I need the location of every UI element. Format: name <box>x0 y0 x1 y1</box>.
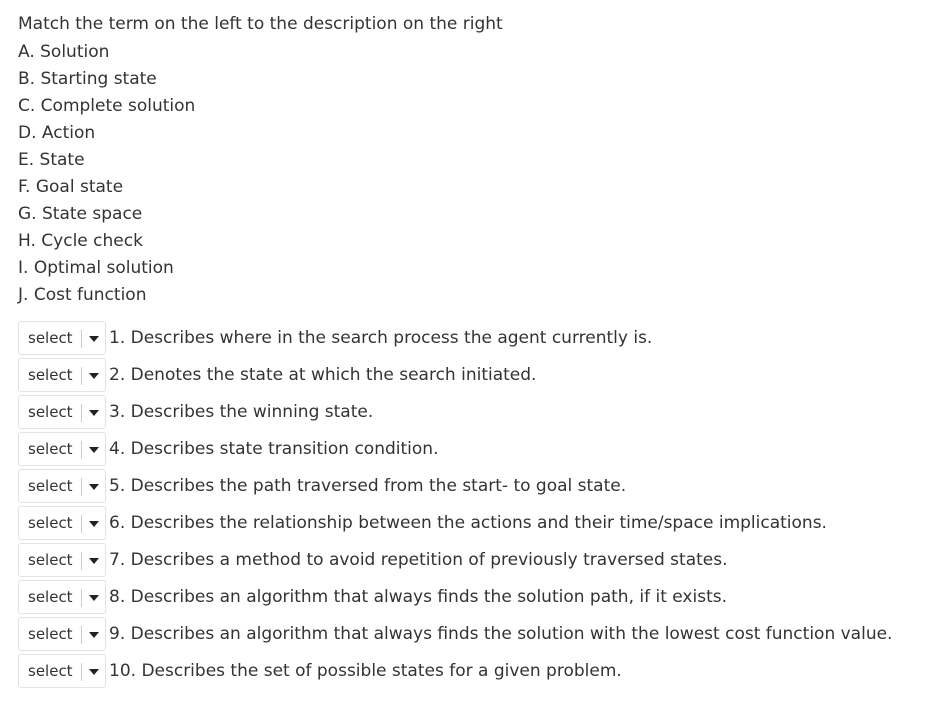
select-divider <box>81 441 82 459</box>
answer-select[interactable] <box>18 395 106 429</box>
caret-down-icon <box>89 669 99 675</box>
select-value: select <box>28 662 73 680</box>
term-item: E. State <box>18 150 85 170</box>
select-value: select <box>28 403 73 421</box>
select-divider <box>81 626 82 644</box>
term-item: D. Action <box>18 123 96 143</box>
description-text: 1. Describes where in the search process the agent currently is. <box>109 328 653 348</box>
term-item: A. Solution <box>18 42 110 62</box>
select-value: select <box>28 551 73 569</box>
select-value: select <box>28 588 73 606</box>
select-divider <box>81 589 82 607</box>
caret-down-icon <box>89 410 99 416</box>
description-text: 9. Describes an algorithm that always finds the solution with the lowest cost function value. <box>109 624 893 644</box>
answer-select[interactable] <box>18 469 106 503</box>
answer-select[interactable] <box>18 321 106 355</box>
term-item: B. Starting state <box>18 69 157 89</box>
term-item: F. Goal state <box>18 177 124 197</box>
description-text: 8. Describes an algorithm that always finds the solution path, if it exists. <box>109 587 728 607</box>
answer-select[interactable] <box>18 543 106 577</box>
caret-down-icon <box>89 521 99 527</box>
answer-select[interactable] <box>18 617 106 651</box>
select-value: select <box>28 440 73 458</box>
select-value: select <box>28 625 73 643</box>
select-value: select <box>28 514 73 532</box>
select-divider <box>81 552 82 570</box>
answer-select[interactable] <box>18 580 106 614</box>
answer-select[interactable] <box>18 654 106 688</box>
select-divider <box>81 404 82 422</box>
term-item: J. Cost function <box>18 285 147 305</box>
description-text: 10. Describes the set of possible states for a given problem. <box>109 661 622 681</box>
term-item: C. Complete solution <box>18 96 196 116</box>
term-item: I. Optimal solution <box>18 258 174 278</box>
select-divider <box>81 367 82 385</box>
description-text: 2. Denotes the state at which the search initiated. <box>109 365 537 385</box>
select-value: select <box>28 329 73 347</box>
description-text: 3. Describes the winning state. <box>109 402 374 422</box>
select-value: select <box>28 366 73 384</box>
select-divider <box>81 515 82 533</box>
answer-select[interactable] <box>18 506 106 540</box>
answer-select[interactable] <box>18 358 106 392</box>
caret-down-icon <box>89 484 99 490</box>
term-item: G. State space <box>18 204 143 224</box>
caret-down-icon <box>89 373 99 379</box>
term-item: H. Cycle check <box>18 231 143 251</box>
description-text: 4. Describes state transition condition. <box>109 439 439 459</box>
caret-down-icon <box>89 336 99 342</box>
select-value: select <box>28 477 73 495</box>
description-text: 7. Describes a method to avoid repetition of previously traversed states. <box>109 550 728 570</box>
caret-down-icon <box>89 632 99 638</box>
question-instruction: Match the term on the left to the description on the right <box>18 14 503 34</box>
caret-down-icon <box>89 447 99 453</box>
caret-down-icon <box>89 558 99 564</box>
select-divider <box>81 478 82 496</box>
select-divider <box>81 330 82 348</box>
description-text: 5. Describes the path traversed from the start- to goal state. <box>109 476 627 496</box>
answer-select[interactable] <box>18 432 106 466</box>
term-list <box>18 39 195 309</box>
select-divider <box>81 663 82 681</box>
caret-down-icon <box>89 595 99 601</box>
description-text: 6. Describes the relationship between the actions and their time/space implications. <box>109 513 827 533</box>
